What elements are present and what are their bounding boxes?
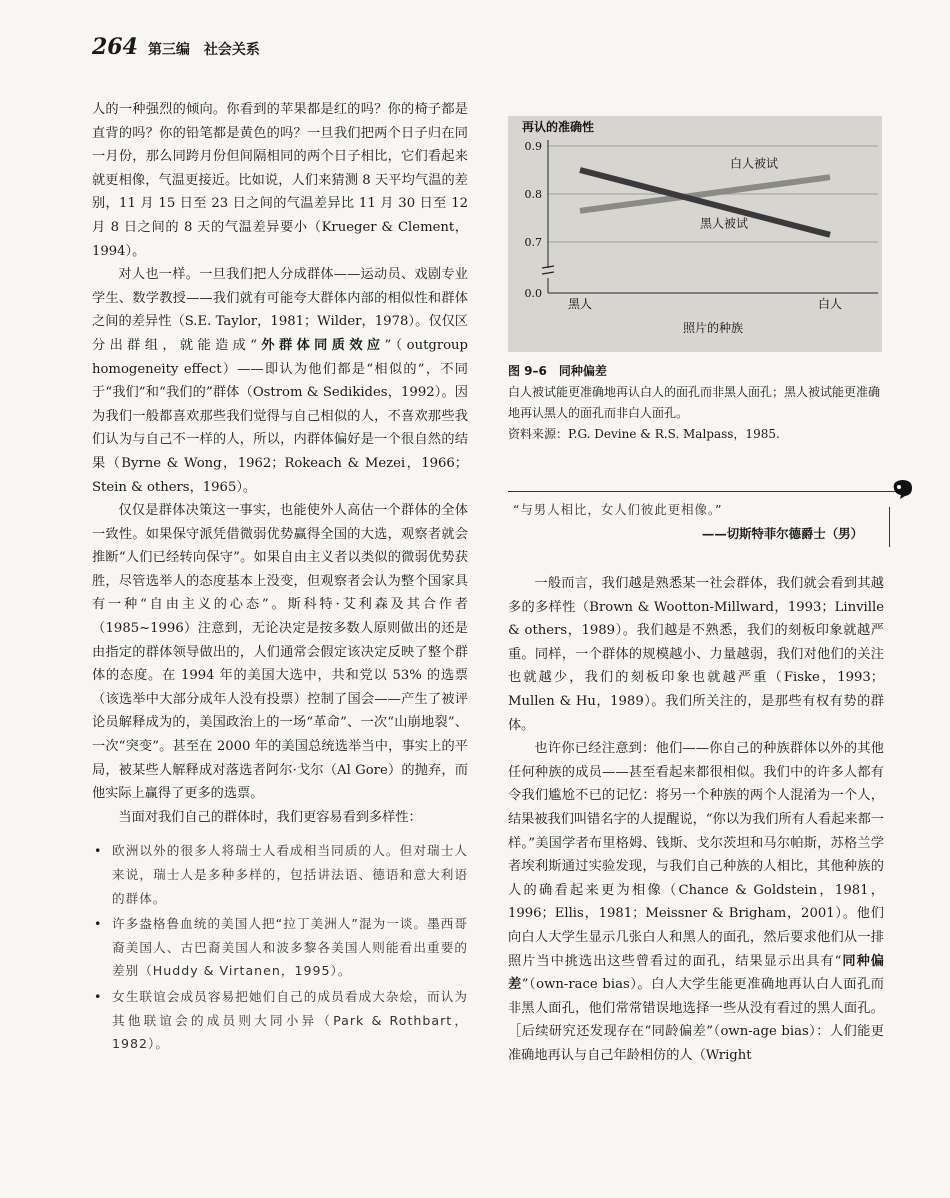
y-tick-label: 0.7: [524, 236, 542, 249]
divider-line: [508, 491, 902, 492]
line-chart: [508, 116, 882, 352]
chapter-title: 第三编 社会关系: [147, 42, 260, 58]
x-tick-label: 黑人: [567, 297, 593, 311]
bullet-item: • 女生联谊会成员容易把她们自己的成员看成大杂烩，而认为其他联谊会的成员则大同小异（Park & Rothbart，1982）。: [92, 985, 468, 1056]
bullet-item: • 欧洲以外的很多人将瑞士人看成相当同质的人。但对瑞士人来说，瑞士人是多种多样的，包括讲法语、德语和意大利语的群体。: [92, 839, 468, 910]
page-header: [92, 34, 260, 60]
body-paragraph: 人的一种强烈的倾向。你看到的苹果都是红的吗？你的椅子都是直背的吗？你的铅笔都是黄色的吗？一旦我们把两个日子归在同一月份，那么同跨月份但间隔相同的两个日子相比，它们看起来就更相像，气温更接近。比如说，人们来猜测 8 天平均气温的差别，11 月 15 日至 23 日之间的气温差异比 11 月 30 日至 12 月 8 日之间的 8 天的气温差异要小（Krueger & Clement，1994）。: [92, 102, 468, 259]
y-tick-label: 0.0: [524, 287, 542, 300]
body-paragraph: 也许你已经注意到：他们——你自己的种族群体以外的其他任何种族的成员——甚至看起来都很相似。我们中的许多人都有令我们尴尬不已的记忆：将另一个种族的两个人混淆为一个人，结果被我们叫错名字的人提醒说，“你以为我们所有人看起来都一样。”美国学者布里格姆、钱斯、戈尔茨坦和马尔帕斯，苏格兰学者埃利斯通过实验发现，与我们自己种族的人相比，其他种族的人的确看起来更为相像（Chance & Goldstein，1981，1996；Ellis，1981；Meissner & Brigham，2001）。他们向白人大学生显示几张白人和黑人的面孔，然后要求他们从一排照片当中挑选出这些曾看过的面孔，结果显示出具有“同种偏差”（own-race bias）。白人大学生能更准确地再认白人面孔而非黑人面孔，他们常常错误地选择一些从没有看过的黑人面孔。［后续研究还发现存在“同龄偏差”（own-age bias）：人们能更准确地再认与自己年龄相仿的人（Wright: [508, 741, 884, 1063]
series-label: 黑人被试: [699, 216, 749, 231]
figure-chart: [508, 116, 882, 352]
bullet-item: • 许多盎格鲁血统的美国人把“拉丁美洲人”混为一谈。墨西哥裔美国人、古巴裔美国人和波多黎各美国人则能看出重要的差别（Huddy & Virtanen，1995）。: [92, 912, 468, 983]
key-term-own-race-bias: 同种偏差: [508, 953, 884, 993]
x-tick-label: 白人: [817, 297, 843, 311]
y-tick-label: 0.8: [524, 188, 542, 201]
left-column: [92, 98, 468, 1058]
figure-caption-body: 白人被试能更准确地再认白人的面孔而非黑人面孔；黑人被试能更准确地再认黑人的面孔而非白人面孔。: [508, 385, 881, 420]
bullet-list: [92, 839, 468, 1055]
figure-caption: [508, 361, 886, 445]
quote-author: ——切斯特菲尔德爵士（男）: [701, 526, 863, 541]
y-tick-label: 0.9: [524, 140, 542, 153]
figure-caption-title: 图 9–6 同种偏差: [508, 364, 607, 378]
y-axis-label: 再认的准确性: [522, 120, 595, 134]
page-number: 264: [92, 34, 138, 60]
body-paragraph: 一般而言，我们越是熟悉某一社会群体，我们就会看到其越多的多样性（Brown & Wootton-Millward，1993；Linville & others，1989）。我们越是不熟悉，我们的刻板印象就越严重。同样，一个群体的规模越小、力量越弱，我们对他们的关注也就越少，我们的刻板印象也就越严重（Fiske，1993；Mullen & Hu，1989）。我们所关注的，是那些有权有势的群体。: [508, 576, 884, 733]
body-paragraph: 仅仅是群体决策这一事实，也能使外人高估一个群体的全体一致性。如果保守派凭借微弱优势赢得全国的大选，观察者就会推断“人们已经转向保守”。如果自由主义者以类似的微弱优势获胜，尽管选举人的态度基本上没变，但观察者会认为整个国家具有一种“自由主义的心态”。斯科特·艾利森及其合作者（1985~1996）注意到，无论决定是按多数人原则做出的还是由指定的群体领导做出的，人们通常会假定该决定反映了整个群体的态度。在 1994 年的美国大选中，共和党以 53% 的选票（该选举中大部分成年人没有投票）控制了国会——产生了被评论员解释成为的，美国政治上的一场“革命”、一次“山崩地裂”、一次“突变”。甚至在 2000 年的美国总统选举当中，事实上的平局，被某些人解释成对落选者阿尔·戈尔（Al Gore）的抛弃，而他实际上赢得了更多的选票。: [92, 503, 468, 802]
figure-source: 资料来源：P.G. Devine & R.S. Malpass，1985.: [508, 427, 780, 441]
right-column: [508, 572, 884, 1067]
axis-break-mark: [542, 266, 554, 274]
body-paragraph: 当面对我们自己的群体时，我们更容易看到多样性：: [118, 809, 422, 825]
x-axis-label: 照片的种族: [682, 321, 744, 335]
body-paragraph: 对人也一样。一旦我们把人分成群体——运动员、戏剧专业学生、数学教授——我们就有可能夸大群体内部的相似性和群体之间的差异性（S.E. Taylor，1981；Wilder，1978）。仅仅区分出群组，就能造成“外群体同质效应”（outgroup homogeneity effect）——即认为他们都是“相似的”，不同于“我们”和“我们的”群体（Ostrom & Sedikides，1992）。因为我们一般都喜欢那些我们觉得与自己相似的人，不喜欢那些我们认为与自己不一样的人，所以，内群体偏好是一个很自然的结果（Byrne & Wong，1962；Rokeach & Mezei，1966；Stein & others，1965）。: [92, 267, 468, 495]
quotation-icon: [890, 477, 916, 503]
key-term-outgroup-homogeneity: 外群体同质效应: [257, 337, 385, 353]
series-label: 白人被试: [729, 156, 779, 171]
quote-text: “与男人相比，女人们彼此更相像。”: [513, 502, 723, 517]
quote-rule: [889, 507, 890, 547]
